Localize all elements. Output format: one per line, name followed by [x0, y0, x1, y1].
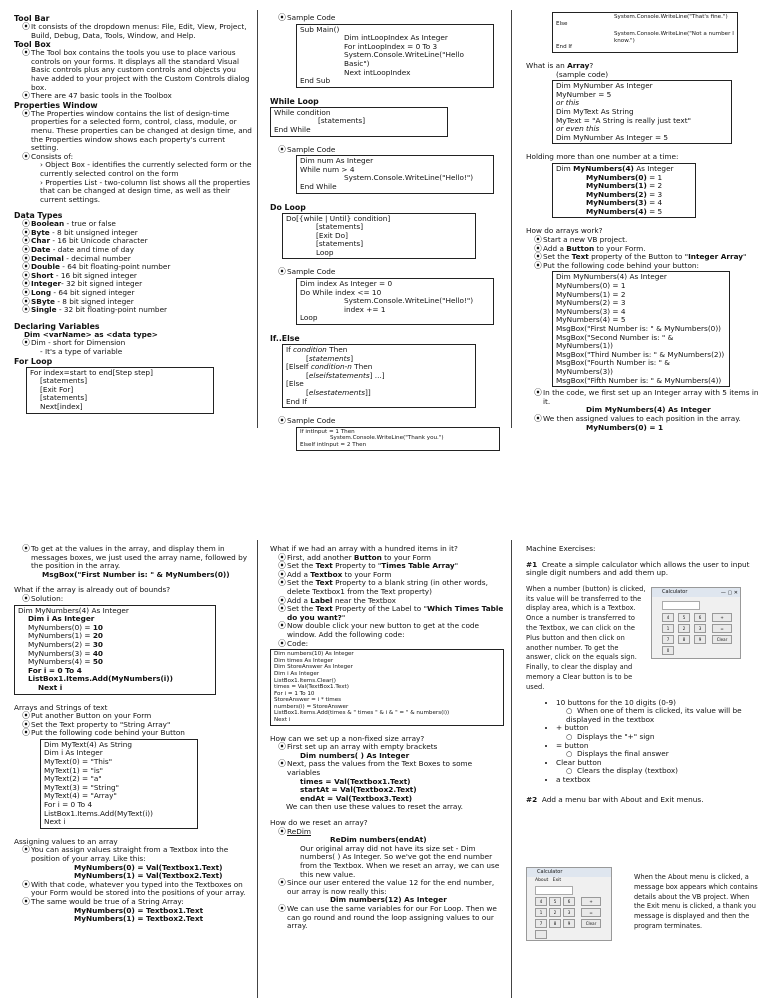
list-item: ⦿ First, add another Button to your Form	[278, 552, 431, 562]
exercise-1: #1 Create a simple calculator which allows the user to input single digit numbers and add them up.	[526, 559, 750, 578]
code-line: MyNumbers(0) = Val(Textbox1.Text)	[74, 862, 223, 872]
exercises-title: Machine Exercises:	[526, 544, 596, 553]
calc-key-0[interactable]: 0	[662, 646, 674, 655]
strings-heading: Arrays and Strings of text	[14, 702, 108, 712]
sample-label: (sample code)	[556, 69, 609, 79]
list-item: ⦿ Solution:	[22, 593, 64, 603]
list-item: ⦿ Since our user entered the value 12 for the end number, our array is now really this:	[278, 878, 495, 896]
calc-key-5[interactable]: 5	[549, 897, 561, 906]
holding-code-box: Dim MyNumbers(4) As Integer MyNumbers(0) = 1 MyNumbers(1) = 2 MyNumbers(2) = 3 MyNumbers(3) = 4 MyNumbers(4) = 5	[552, 163, 696, 219]
column-divider	[257, 10, 258, 428]
list-item: ⦿ Boolean - true or false	[22, 219, 116, 229]
calc-key-clear[interactable]: Clear	[712, 635, 732, 644]
calc-key-1[interactable]: 1	[535, 908, 547, 917]
list-item: ⦿ Date - date and time of day	[22, 245, 135, 255]
calc-key-plus[interactable]: +	[581, 897, 601, 906]
window-title: Calculator	[527, 868, 611, 877]
code-line: MyNumbers(0) = 1	[586, 422, 664, 432]
toolbar-heading: Tool Bar	[14, 14, 50, 23]
calc-key-4[interactable]: 4	[535, 897, 547, 906]
list-item: ⦿ Consists of:	[22, 151, 74, 161]
calc-key-plus[interactable]: +	[712, 613, 732, 622]
sub-item: - It's a type of variable	[40, 347, 123, 356]
if-sample-box: If intInput = 1 Then System.Console.WriteLine("Thank you.") ElseIf intInput = 2 Then	[296, 427, 500, 451]
column-divider	[511, 540, 512, 998]
list-item: ⦿ To get at the values in the array, and display them in messages boxes, we just used the array name, followed by the position in the array.	[22, 544, 248, 571]
bottom-left-column	[14, 545, 252, 1000]
list-item: ⦿ The Properties window contains the list of design-time properties for a selected form, control, class, module, or menu. These properties can be changed at design time, and the Properties window shows each property's current setting.	[22, 108, 252, 153]
list-item: ⦿ Set the Text Property of the Label to "Which Times Table do you want?"	[278, 604, 504, 622]
list-item: • + button ○ Displays the "+" sign	[556, 724, 762, 741]
list-item: ⦿ We then assigned values to each position in the array.	[534, 413, 741, 423]
calc-key-2[interactable]: 2	[678, 624, 690, 633]
code-line: ReDim numbers(endAt)	[330, 835, 427, 845]
list-item: ⦿ Now double click your new button to get at the code window. Add the following code:	[278, 621, 480, 639]
nonfixed-question: How can we set up a non-fixed size array?	[270, 733, 425, 743]
times-table-code-box: Dim numbers(10) As Integer Dim times As Integer Dim StoreAnswer As Integer Dim i As Integer ListBox1.Items.Clear() times = Val(TextBox1.Text) For i = 1 To 10 StoreAnswer = i * times numbers(i) = StoreAnswer ListBox1.Items.Add(times & " times " & i & " = " & numbers(i)) Next i	[270, 649, 504, 726]
while-loop-heading: While Loop	[270, 96, 319, 106]
calc-key-equals[interactable]: =	[712, 624, 732, 633]
list-item: ⦿ Set the Text Property to "Times Table Array"	[278, 561, 459, 571]
list-item: ⦿ Set the Text property to "String Array"	[22, 719, 171, 729]
while-code-box: While condition [statements] End While	[270, 107, 448, 137]
top-middle-column	[270, 13, 506, 448]
declare-syntax: Dim <varName> as <data type>	[24, 329, 158, 339]
for-loop-code-box: For index=start to end[Step step] [statements] [Exit For] [statements] Next[index]	[26, 367, 214, 414]
calc-key-3[interactable]: 3	[694, 624, 706, 633]
if-code-box: If condition Then [statements] [ElseIf condition-n Then [elseifstatements] ...] [Else [elsestatements]] End If	[282, 344, 476, 408]
list-item: ⦿ Set the Text Property to a blank string (in other words, delete Textbox1 from the Text property)	[278, 578, 488, 596]
code-line: endAt = Val(Textbox3.Text)	[300, 793, 413, 803]
sub-item: › Properties List - two-column list shows all the properties that can be changed at design time, as well as their current settings.	[40, 177, 251, 204]
list-item: ⦿ It consists of the dropdown menus: File, Edit, View, Project, Build, Debug, Data, Tools, Window, and Help.	[22, 22, 247, 40]
code-line: MyNumbers(1) = Val(Textbox2.Text)	[74, 871, 223, 881]
top-left-column	[14, 14, 252, 434]
oob-code-box: Dim MyNumbers(4) As Integer Dim i As Integer MyNumbers(0) = 10 MyNumbers(1) = 20 MyNumbers(2) = 30 MyNumbers(3) = 40 MyNumbers(4) = 50 For i = 0 To 4 ListBox1.Items.Add(MyNumbers(i)) Next i	[14, 605, 216, 695]
list-item: ⦿ Put the following code behind your button:	[534, 260, 700, 270]
list-item: ⦿ Add a Button to your Form.	[534, 243, 646, 253]
list-item: ⦿ Start a new VB project.	[534, 235, 628, 245]
list-item: ⦿ Byte - 8 bit unsigned integer	[22, 227, 138, 237]
code-line: MsgBox("First Number is: " & MyNumbers(0))	[42, 569, 230, 579]
top-right-column	[526, 12, 762, 432]
list-item: • a textbox	[556, 776, 762, 785]
if-sample-cont-box: System.Console.WriteLine("That's fine.") Else System.Console.WriteLine("Not a number I know.") End If	[552, 12, 738, 53]
sub-item: › Object Box - identifies the currently selected form or the currently selected control on the form	[40, 160, 252, 178]
while-sample-box: Dim num As Integer While num > 4 System.Console.WriteLine("Hello!") End While	[296, 155, 494, 193]
calc-key-5[interactable]: 5	[678, 613, 690, 622]
array-question: What is an Array?	[526, 60, 594, 70]
exercise-1-description: When a number (button) is clicked, its value will be transferred to the display area, which is a Textbox. Once a number is transferred to the Textbox, we can click on the Plus button and then click on another number. To get the answer, click on the equals sign. Finally, to clear the display and memory a Clear button is to be used.	[526, 584, 646, 691]
list-item: ⦿ Set the Text property of the Button to "Integer Array"	[534, 252, 747, 262]
properties-heading: Properties Window	[14, 100, 98, 110]
list-item: ⦿ Add a Label near the Textbox	[278, 595, 396, 605]
calc-key-0[interactable]	[535, 930, 547, 939]
list-item: ⦿ Long - 64 bit signed integer	[22, 288, 135, 298]
list-item: ⦿ Single - 32 bit floating-point number	[22, 305, 168, 315]
bottom-right-column	[526, 545, 762, 1000]
string-code-box: Dim MyText(4) As String Dim i As Integer MyText(0) = "This" MyText(1) = "is" MyText(2) = "a" MyText(3) = "String" MyText(4) = "Array" For i = 0 To 4 ListBox1.Items.Add(MyText(i)) Next i	[40, 739, 198, 829]
column-divider	[257, 540, 258, 998]
calc-key-7[interactable]: 7	[662, 635, 674, 644]
data-types-heading: Data Types	[14, 211, 63, 221]
code-line: MyNumbers(0) = Textbox1.Text	[74, 905, 204, 915]
list-item: • Clear button ○ Clears the display (textbox)	[556, 759, 762, 776]
list-item: • = button ○ Displays the final answer	[556, 742, 762, 759]
list-item: ⦿ Char - 16 bit Unicode character	[22, 236, 148, 246]
if-else-heading: If..Else	[270, 334, 300, 344]
list-item: ⦿ The Tool box contains the tools you use to place various controls on your forms. It displays all the standard Visual Basic controls plus any custom controls and objects you have added to your project with the Custom Controls dialog box.	[22, 48, 250, 92]
calculator-display[interactable]	[535, 886, 573, 895]
calc-key-8[interactable]: 8	[678, 635, 690, 644]
calc-key-9[interactable]: 9	[563, 919, 575, 928]
holding-text: Holding more than one number at a time:	[526, 152, 679, 162]
list-item: ⦿ Integer- 32 bit signed integer	[22, 279, 143, 289]
list-item: ⦿ Next, pass the values from the Text Boxes to some variables	[278, 759, 473, 778]
code-line: MyNumbers(1) = Textbox2.Text	[74, 914, 204, 924]
how-question: How do arrays work?	[526, 226, 603, 236]
requirements-list	[526, 699, 762, 785]
list-item: ⦿ Sample Code	[278, 13, 336, 22]
calculator-window-1	[651, 587, 741, 659]
column-divider	[511, 10, 512, 428]
declaring-variables-heading: Declaring Variables	[14, 321, 100, 331]
list-item: ⦿ Code:	[278, 638, 309, 648]
calc-key-9[interactable]: 9	[694, 635, 706, 644]
sample-code-box: Sub Main() Dim intLoopIndex As Integer For intLoopIndex = 0 To 3 System.Console.WriteLine("Hello Basic") Next intLoopIndex End Sub	[296, 24, 494, 88]
do-sample-box: Dim index As Integer = 0 Do While index <= 10 System.Console.WriteLine("Hello!") index += 1 Loop	[296, 278, 494, 325]
list-item: ⦿ Add a Textbox to your Form	[278, 569, 392, 579]
reset-paragraph: Our original array did not have its size set - Dim numbers( ) As Integer. So we've got the end number from the Textbox. When we reset an array, we can use this new value.	[300, 843, 500, 879]
calc-key-8[interactable]: 8	[549, 919, 561, 928]
code-line: Dim MyNumbers(4) As Integer	[586, 405, 711, 415]
window-controls-icon: — ▢ ✕	[720, 590, 738, 596]
list-item: • 10 buttons for the 10 digits (0-9) ○ When one of them is clicked, its value will be displayed in the textbox	[556, 699, 762, 725]
calc-key-6[interactable]: 6	[694, 613, 706, 622]
list-item: ⦿ SByte - 8 bit signed integer	[22, 296, 134, 306]
calculator-display[interactable]	[662, 601, 700, 610]
exercise-2: #2 Add a menu bar with About and Exit menus.	[526, 795, 704, 805]
do-code-box: Do[{while | Until} condition] [statements] [Exit Do] [statements] Loop	[282, 213, 476, 260]
list-item: ⦿ There are 47 basic tools in the Toolbox	[22, 91, 172, 101]
list-item: ⦿ Sample Code	[278, 416, 336, 426]
calc-key-4[interactable]: 4	[662, 613, 674, 622]
exercise-2-description: When the About menu is clicked, a message box appears which contains details about the VB project. When the Exit menu is clicked, a thank you message is displayed and then the program terminates.	[634, 873, 758, 930]
calc-key-1[interactable]: 1	[662, 624, 674, 633]
menu-about[interactable]: About	[535, 878, 549, 883]
calc-key-2[interactable]: 2	[549, 908, 561, 917]
data-types-list	[14, 220, 252, 315]
do-loop-heading: Do Loop	[270, 202, 306, 212]
list-item: ⦿ Double - 64 bit floating-point number	[22, 262, 171, 272]
array-sample-box: Dim MyNumber As Integer MyNumber = 5 or this Dim MyText As String MyText = "A String is really just text" or even this Dim MyNumber As Integer = 5	[552, 80, 732, 144]
calc-key-equals[interactable]: =	[581, 908, 601, 917]
calc-key-clear[interactable]: Clear	[581, 919, 601, 928]
list-item: ⦿ Put another Button on your Form	[22, 711, 152, 721]
menu-exit[interactable]: Exit	[552, 878, 562, 883]
list-item: ⦿ Sample Code	[278, 267, 336, 277]
list-item: ⦿ The same would be true of a String Array:	[22, 896, 184, 906]
bottom-middle-column	[270, 545, 506, 1000]
calculator-window-2	[526, 867, 612, 941]
assign-heading: Assigning values to an array	[14, 836, 118, 846]
hundred-question: What if we had an array with a hundred items in it?	[270, 544, 458, 553]
code-line: times = Val(Textbox1.Text)	[300, 776, 411, 786]
toolbox-heading: Tool Box	[14, 40, 51, 50]
calc-key-7[interactable]: 7	[535, 919, 547, 928]
list-item: ⦿ You can assign values straight from a Textbox into the position of your array. Like this:	[22, 845, 229, 863]
menu-bar	[535, 878, 561, 884]
list-item: ⦿ In the code, we first set up an Integer array with 5 items in it.	[534, 388, 759, 406]
list-item: ⦿ Decimal - decimal number	[22, 253, 131, 263]
list-item: ⦿ With that code, whatever you typed into the Textboxes on your Form would be stored into the positions of your array.	[22, 879, 246, 898]
how-code-box: Dim MyNumbers(4) As Integer MyNumbers(0) = 1 MyNumbers(1) = 2 MyNumbers(2) = 3 MyNumbers(3) = 4 MyNumbers(4) = 5 MsgBox("First Number is: " & MyNumbers(0)) MsgBox("Second Number is: " & MyNumbers(1)) MsgBox("Third Number is: " & MyNumbers(2)) MsgBox("Fourth Number is: " & MyNumbers(3)) MsgBox("Fifth Number is: " & MyNumbers(4))	[552, 271, 730, 387]
window-title: Calculator	[652, 588, 740, 597]
oob-question: What if the array is already out of bounds?	[14, 585, 171, 595]
list-item: ⦿ Sample Code	[278, 144, 336, 154]
for-loop-heading: For Loop	[14, 356, 53, 366]
code-line: startAt = Val(Textbox2.Text)	[300, 785, 417, 795]
code-line: Dim numbers(12) As Integer	[330, 895, 447, 905]
nonfixed-after: We can then use these values to reset the array.	[286, 802, 463, 812]
calc-key-6[interactable]: 6	[563, 897, 575, 906]
reset-question: How do we reset an array?	[270, 818, 368, 827]
calc-key-3[interactable]: 3	[563, 908, 575, 917]
list-item: ⦿ Short - 16 bit signed integer	[22, 270, 137, 280]
list-item: ⦿ First set up an array with empty brackets	[278, 742, 438, 752]
list-item: ⦿ We can use the same variables for our For Loop. Then we can go round and round the loop assigning values to our array.	[278, 903, 497, 931]
list-item: ⦿ ReDim	[278, 826, 311, 836]
list-item: ⦿ Dim - short for Dimension	[22, 338, 126, 348]
code-line: Dim numbers( ) As Integer	[300, 750, 410, 760]
list-item: ⦿ Put the following code behind your Button	[22, 728, 185, 738]
